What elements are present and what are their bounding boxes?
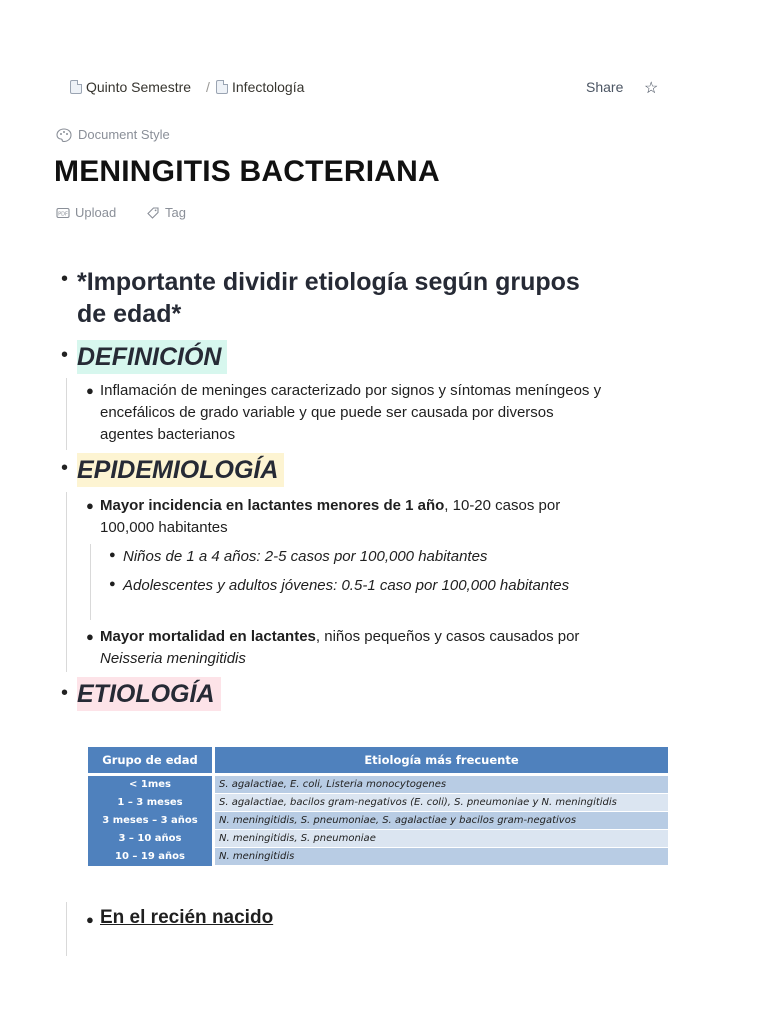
indent-line [66,492,67,672]
breadcrumb-label: Infectología [232,79,305,95]
age-cell: 3 – 10 años [88,830,214,848]
etiology-table [88,747,668,866]
section-heading-etiologia: ETIOLOGÍA [77,677,221,711]
etiology-cell: N. meningitidis, S. pneumoniae, S. agalactiae y bacilos gram-negativos [214,812,669,830]
table-header-row [88,747,668,775]
table-row [88,830,668,848]
epidemiology-item-mortality [100,626,600,670]
star-icon[interactable]: ☆ [644,80,659,97]
svg-text:PDF: PDF [58,211,68,217]
upload-icon [56,207,70,219]
age-cell: 3 meses – 3 años [88,812,214,830]
bullet-icon: • [61,268,69,290]
definition-text: Inflamación de meninges caracterizado por signos y síntomas meníngeos y encefálicos de grado variable y que puede ser causada por diversos agentes bacterianos [100,382,602,443]
etiology-cell: S. agalactiae, E. coli, Listeria monocytogenes [214,775,669,794]
top-bar [70,79,670,99]
etiology-cell: S. agalactiae, bacilos gram-negativos (E. coli), S. pneumoniae y N. meningitidis [214,794,669,812]
table-header-cell: Grupo de edad [88,747,214,775]
incidence-bold-text: Mayor incidencia en lactantes menores de 1 año [100,497,445,514]
tag-label: Tag [165,205,186,220]
page-title: MENINGITIS BACTERIANA [54,155,440,188]
document-style-button[interactable] [56,127,170,142]
upload-button[interactable] [56,205,116,220]
incidence-text: , 10-20 casos por 100,000 habitantes [100,497,561,536]
bullet-icon: ● [109,578,116,590]
epidemiology-item-incidence [100,495,600,539]
page-icon [70,80,82,94]
indent-line [66,902,67,956]
table-row [88,848,668,866]
bullet-icon: • [61,457,69,479]
upload-label: Upload [75,205,117,220]
bullet-icon: • [61,344,69,366]
bullet-icon: ● [86,498,94,513]
mortality-italic-text: Neisseria meningitidis [100,650,246,667]
epidemiology-subitem-children: Niños de 1 a 4 años: 2-5 casos por 100,000 habitantes [123,548,488,565]
page-icon [216,80,228,94]
tag-icon [146,206,160,220]
indent-line [90,544,91,620]
palette-icon [56,128,72,142]
bullet-icon: ● [86,383,94,398]
bullet-icon: ● [86,629,94,644]
breadcrumb-item-infectologia[interactable] [216,79,304,95]
share-button[interactable]: Share [586,79,624,95]
age-cell: < 1mes [88,775,214,794]
etiology-cell: N. meningitidis [214,848,669,866]
breadcrumb-item-quinto-semestre[interactable] [70,79,191,95]
intro-heading: *Importante dividir etiología según grupos de edad* [77,268,580,328]
table-row [88,775,668,794]
age-cell: 10 – 19 años [88,848,214,866]
tag-button[interactable] [146,205,186,220]
age-cell: 1 – 3 meses [88,794,214,812]
table-row [88,812,668,830]
table-header-cell: Etiología más frecuente [214,747,669,775]
breadcrumb-label: Quinto Semestre [86,79,192,95]
subheading-newborn: En el recién nacido [100,907,274,928]
section-heading-definicion: DEFINICIÓN [77,340,227,374]
bullet-icon: ● [86,912,94,927]
epidemiology-subitem-adolescents: Adolescentes y adultos jóvenes: 0.5-1 caso por 100,000 habitantes [123,577,570,594]
mortality-bold-text: Mayor mortalidad en lactantes [100,628,316,645]
section-heading-epidemiologia: EPIDEMIOLOGÍA [77,453,284,487]
bullet-icon: • [61,682,69,704]
mortality-text: , niños pequeños y casos causados por [315,628,580,645]
table-row [88,794,668,812]
document-style-label: Document Style [78,127,170,142]
indent-line [66,378,67,450]
breadcrumb-separator: / [206,79,210,95]
etiology-cell: N. meningitidis, S. pneumoniae [214,830,669,848]
bullet-icon: ● [109,549,116,561]
